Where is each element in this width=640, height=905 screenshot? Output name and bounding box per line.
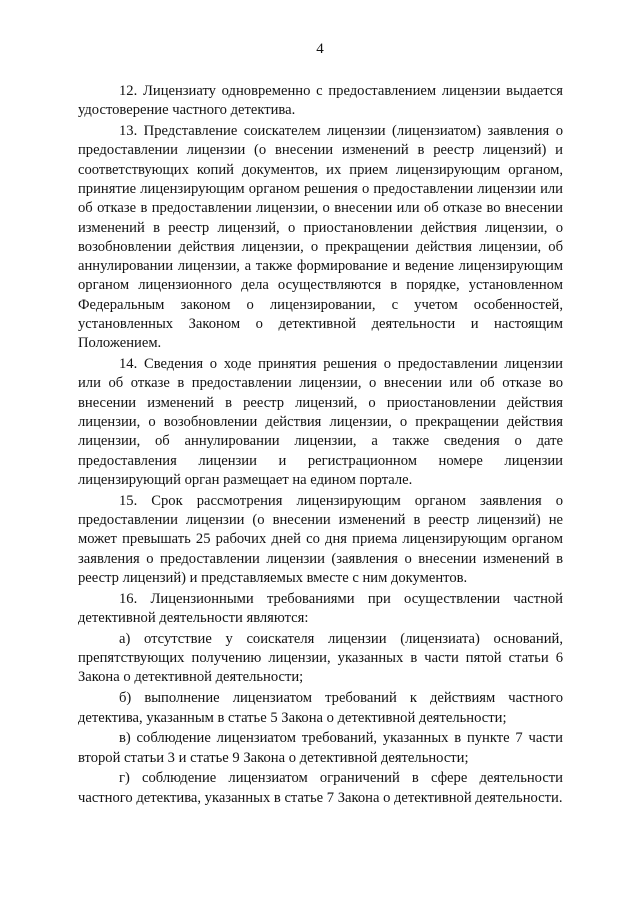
paragraph-16-g: г) соблюдение лицензиатом ограничений в сфере деятельности частного детектива, указанных в статье 7 Закона о детективной деятельности. <box>78 770 563 806</box>
paragraph-16-a: а) отсутствие у соискателя лицензии (лицензиата) оснований, препятствующих получению лицензии, указанных в части пятой статьи 6 Закона о детективной деятельности; <box>78 630 563 686</box>
paragraph-16: 16. Лицензионными требованиями при осуществлении частной детективной деятельности являются: <box>78 590 563 627</box>
paragraph-15: 15. Срок рассмотрения лицензирующим органом заявления о предоставлении лицензии (о внесении изменений в реестр лицензий) не может превышать 25 рабочих дней со дня приема лицензирующим органом заявления о предоставлении лицензии (заявления о внесении изменений в реестр лицензий) и представляемых вместе с ним документов. <box>78 492 563 586</box>
paragraph-16-v: в) соблюдение лицензиатом требований, указанных в пункте 7 части второй статьи 3 и статье 9 Закона о детективной деятельности; <box>78 730 563 766</box>
paragraph-12: 12. Лицензиату одновременно с предоставлением лицензии выдается удостоверение частного детектива. <box>78 83 563 119</box>
paragraph-16-b: б) выполнение лицензиатом требований к действиям частного детектива, указанным в статье 5 Закона о детективной деятельности; <box>78 690 563 726</box>
document-body <box>78 82 563 809</box>
paragraph-14: 14. Сведения о ходе принятия решения о предоставлении лицензии или об отказе в предоставлении лицензии, о внесении или об отказе во внесении изменений в реестр лицензий, о приостановлении действия лицензии, о возобновлении действия лицензии, о прекращении действия лицензии, об аннулировании лицензии, а также сведения о дате предоставления лицензии и регистрационном номере лицензии лицензирующий орган размещает на едином портале. <box>78 356 563 488</box>
paragraph-13: 13. Представление соискателем лицензии (лицензиатом) заявления о предоставлении лицензии (о внесении изменений в реестр лицензий) и соответствующих копий документов, их прием лицензирующим органом, принятие лицензирующим органом решения о предоставлении лицензии или об отказе в предоставлении лицензии, о внесении или об отказе во внесении изменений в реестр лицензий, о приостановлении действия лицензии, о возобновлении действия лицензии, о прекращении действия лицензии, об аннулировании лицензии, а также формирование и ведение лицензирующим органом лицензионного дела осуществляются в порядке, установленном Федеральным законом о лицензировании, с учетом особенностей, установленных Законом о детективной деятельности и настоящим Положением. <box>78 123 563 352</box>
page-number: 4 <box>316 41 324 57</box>
